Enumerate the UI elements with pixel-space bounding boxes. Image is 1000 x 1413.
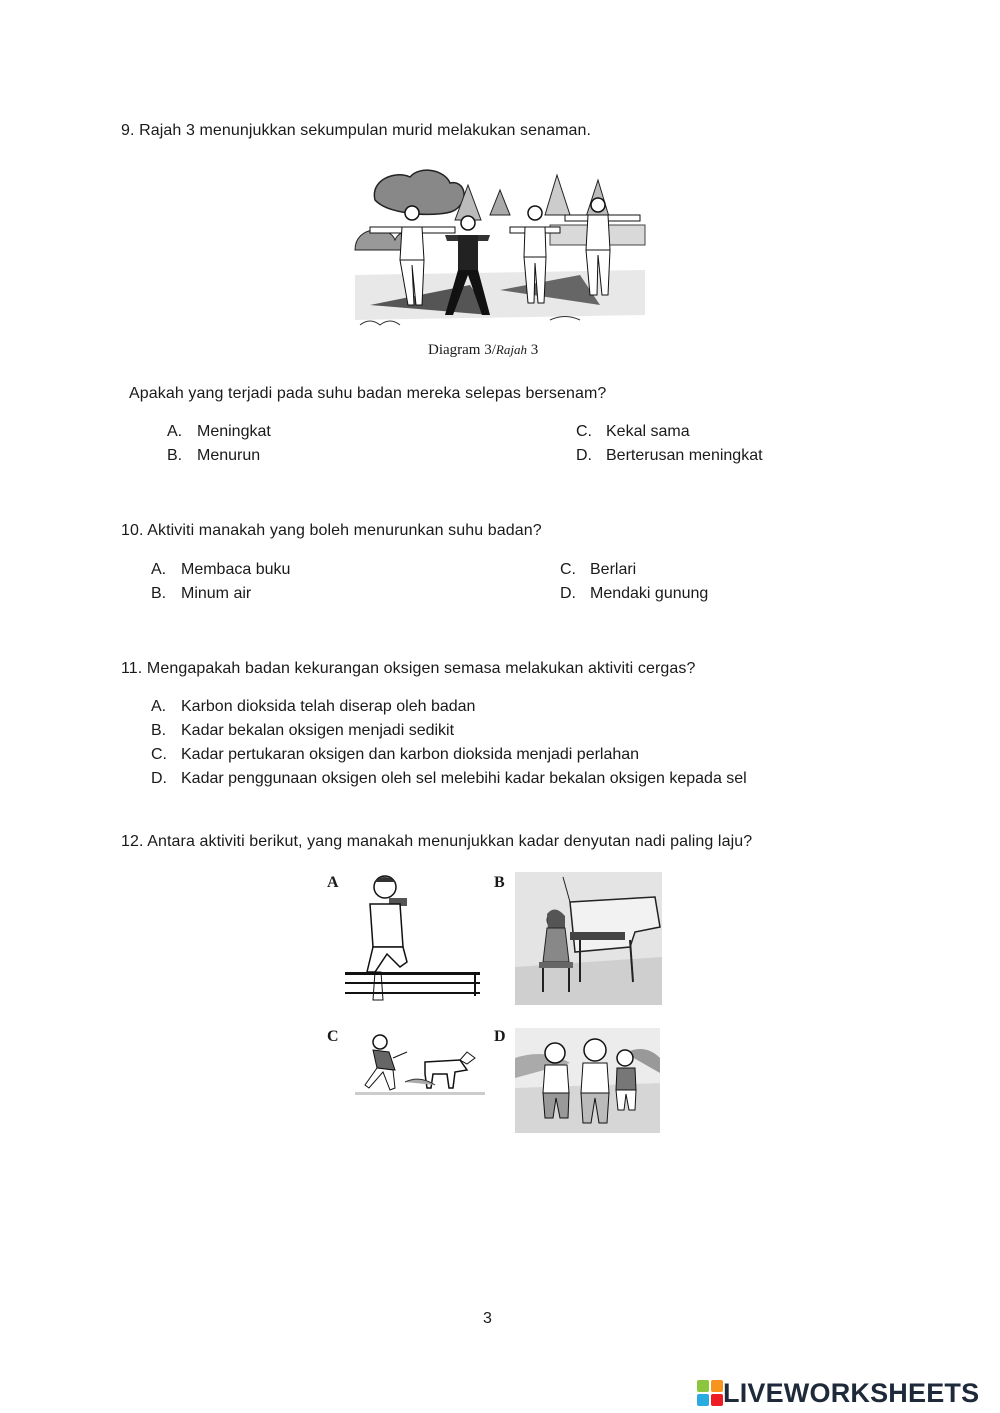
q11-option-a[interactable] (151, 698, 475, 716)
option-letter: D. (576, 447, 592, 464)
q11-option-d[interactable] (151, 770, 747, 788)
option-text: Kadar pertukaran oksigen dan karbon dioksida menjadi perlahan (181, 746, 640, 763)
q10-option-c[interactable] (560, 561, 636, 579)
option-text: Meningkat (197, 423, 271, 440)
option-text: Minum air (181, 585, 252, 602)
option-letter: B. (151, 722, 167, 739)
option-letter: B. (151, 585, 167, 602)
option-text: Membaca buku (181, 561, 291, 578)
option-letter: A. (151, 561, 167, 578)
liveworksheets-logo-icon (697, 1380, 723, 1406)
option-text: Mendaki gunung (590, 585, 709, 602)
q9-option-a[interactable] (167, 423, 271, 441)
option-letter: C. (151, 746, 167, 763)
option-letter: D. (151, 770, 167, 787)
option-text: Kekal sama (606, 423, 690, 440)
q12-label-a[interactable]: A (327, 874, 339, 891)
option-letter: C. (576, 423, 592, 440)
caption-main: Diagram 3/ (428, 342, 496, 358)
option-letter: A. (151, 698, 167, 715)
q9-option-b[interactable] (167, 447, 260, 465)
question-11-text: 11. Mengapakah badan kekurangan oksigen semasa melakukan aktiviti cergas? (121, 660, 696, 677)
question-12-text: 12. Antara aktiviti berikut, yang manakah menunjukkan kadar denyutan nadi paling laju? (121, 833, 753, 850)
caption-italic: Rajah (495, 342, 527, 357)
page-number: 3 (483, 1310, 492, 1327)
q12-image-d-walking[interactable] (515, 1028, 660, 1133)
q10-option-a[interactable] (151, 561, 290, 579)
option-text: Karbon dioksida telah diserap oleh badan (181, 698, 476, 715)
option-letter: B. (167, 447, 183, 464)
question-9-subquestion: Apakah yang terjadi pada suhu badan mereka selepas bersenam? (129, 385, 607, 402)
option-text: Berlari (590, 561, 637, 578)
q12-image-c-running[interactable] (355, 1030, 485, 1100)
question-10-text: 10. Aktiviti manakah yang boleh menurunkan suhu badan? (121, 522, 542, 539)
liveworksheets-logo[interactable] (697, 1378, 979, 1408)
q12-image-b-piano[interactable] (515, 872, 662, 1005)
q12-image-a-eating[interactable] (345, 872, 480, 1012)
option-text: Kadar bekalan oksigen menjadi sedikit (181, 722, 455, 739)
q12-label-b[interactable]: B (494, 874, 505, 891)
option-text: Berterusan meningkat (606, 447, 763, 464)
option-letter: A. (167, 423, 183, 440)
option-text: Kadar penggunaan oksigen oleh sel melebihi kadar bekalan oksigen kepada sel (181, 770, 747, 787)
liveworksheets-wordmark: LIVEWORKSHEETS (723, 1377, 980, 1408)
option-letter: D. (560, 585, 576, 602)
q11-option-c[interactable] (151, 746, 639, 764)
q12-label-c[interactable]: C (327, 1028, 339, 1045)
question-9-text: 9. Rajah 3 menunjukkan sekumpulan murid melakukan senaman. (121, 122, 592, 139)
q10-option-b[interactable] (151, 585, 251, 603)
option-letter: C. (560, 561, 576, 578)
q9-option-d[interactable] (576, 447, 763, 465)
diagram-3-exercise-illustration (350, 155, 650, 335)
q11-option-b[interactable] (151, 722, 454, 740)
q10-option-d[interactable] (560, 585, 708, 603)
option-text: Menurun (197, 447, 261, 464)
diagram-3-caption (428, 342, 538, 359)
q12-label-d[interactable]: D (494, 1028, 506, 1045)
caption-number: 3 (526, 342, 539, 358)
q9-option-c[interactable] (576, 423, 690, 441)
